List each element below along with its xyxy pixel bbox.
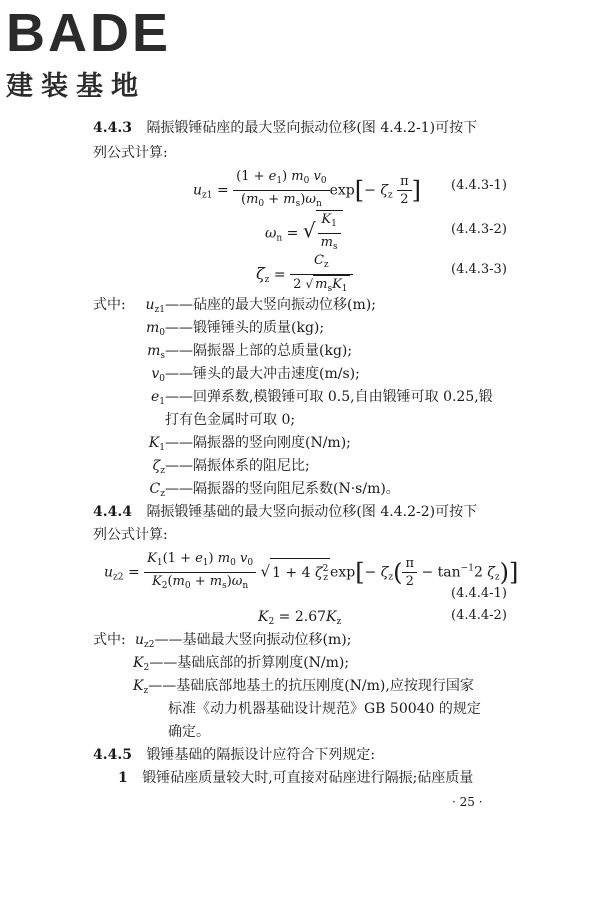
equation-4-4-4-2: $K_2 = 2.67K_z$: [258, 609, 342, 627]
equation-4-4-3-3: $\zeta_z$ = $\frac{C_z}{2 √ m_sK_1}$: [256, 252, 353, 298]
definition-item: $m_0——$锻锤锤头的质量(kg);: [145, 320, 325, 338]
section-number: 4.4.5: [93, 747, 132, 763]
section-number: 4.4.3: [93, 120, 132, 136]
definition-item: $K_z——$基础底部地基土的抗压刚度(N/m),应按现行国家: [133, 678, 474, 696]
section-4-4-5-heading: [93, 745, 375, 765]
definition-item: $\zeta_z——$隔振体系的阻尼比;: [152, 458, 310, 476]
section-text: 锻锤基础的隔振设计应符合下列规定:: [146, 747, 376, 763]
logo-latin-text: BADE: [6, 3, 172, 63]
equation-number: (4.4.3-2): [451, 222, 507, 237]
definition-item-continued: 标准《动力机器基础设计规范》GB 50040 的规定: [168, 701, 481, 717]
definition-item-continued: 确定。: [168, 724, 210, 740]
section-text: 隔振锻锤砧座的最大竖向振动位移(图 4.4.2-1)可按下: [146, 120, 478, 136]
page-number: · 25 ·: [452, 795, 483, 809]
definition-item-continued: 打有色金属时可取 0;: [165, 412, 296, 428]
bade-logo: [6, 3, 172, 103]
logo-chinese-text: 建装基地: [6, 71, 146, 102]
equation-number: (4.4.4-2): [451, 608, 507, 623]
definition-item: $C_z——$隔振器的竖向阻尼系数(N·s/m)。: [149, 481, 400, 499]
definition-item: $K_1——$隔振器的竖向刚度(N/m);: [148, 435, 351, 453]
where-label: 式中:: [93, 297, 126, 313]
item-number: 1: [118, 770, 128, 786]
section-text: 隔振锻锤基础的最大竖向振动位移(图 4.4.2-2)可按下: [146, 504, 478, 520]
list-item: [118, 768, 473, 788]
equation-4-4-3-2: $\omega_n$ = √ $\frac{K_1}{m_s}$: [265, 210, 343, 256]
equation-4-4-4-1: $u_{z2}$ = $\frac{K_1(1 + e_1) m_0 v_0}{K_2(m_0 + m_s)\omega_n}$ √ 1 + 4 $\zeta^2_z$ $\exp[- \zeta_z$( $\frac{\pi}{2}$ − $\tan^{-1}2$ $\zeta_z$)]: [104, 551, 519, 591]
section-text-line2: 列公式计算:: [93, 527, 168, 543]
definition-item: $e_1——$回弹系数,模锻锤可取 0.5,自由锻锤可取 0.25,锻: [150, 389, 493, 407]
definition-item: $m_s——$隔振器上部的总质量(kg);: [147, 343, 353, 361]
definition-item: $v_0——$锤头的最大冲击速度(m/s);: [151, 366, 360, 384]
equation-number: (4.4.4-1): [451, 586, 507, 601]
section-4-4-3-heading: [93, 118, 477, 138]
equation-4-4-3-1: $u_{z1}$ = $\frac{(1 + e_1) m_0 v_0}{(m_0 + m_s)\omega_n}$ $\exp[- \zeta_z$ $\frac{\pi}{2}$ ]: [193, 169, 422, 209]
section-text-line2: 列公式计算:: [93, 145, 168, 161]
item-text: 锻锤砧座质量较大时,可直接对砧座进行隔振;砧座质量: [142, 770, 474, 786]
definition-item: $u_{z1}——$砧座的最大竖向振动位移(m);: [145, 297, 376, 315]
section-4-4-4-heading: [93, 502, 477, 522]
section-number: 4.4.4: [93, 504, 132, 520]
definition-item: $u_{z2}——$基础最大竖向振动位移(m);: [135, 632, 352, 650]
equation-number: (4.4.3-3): [451, 262, 507, 277]
definition-item: $K_2——$基础底部的折算刚度(N/m);: [133, 655, 350, 673]
where-label: 式中:: [93, 632, 126, 648]
equation-number: (4.4.3-1): [451, 178, 507, 193]
